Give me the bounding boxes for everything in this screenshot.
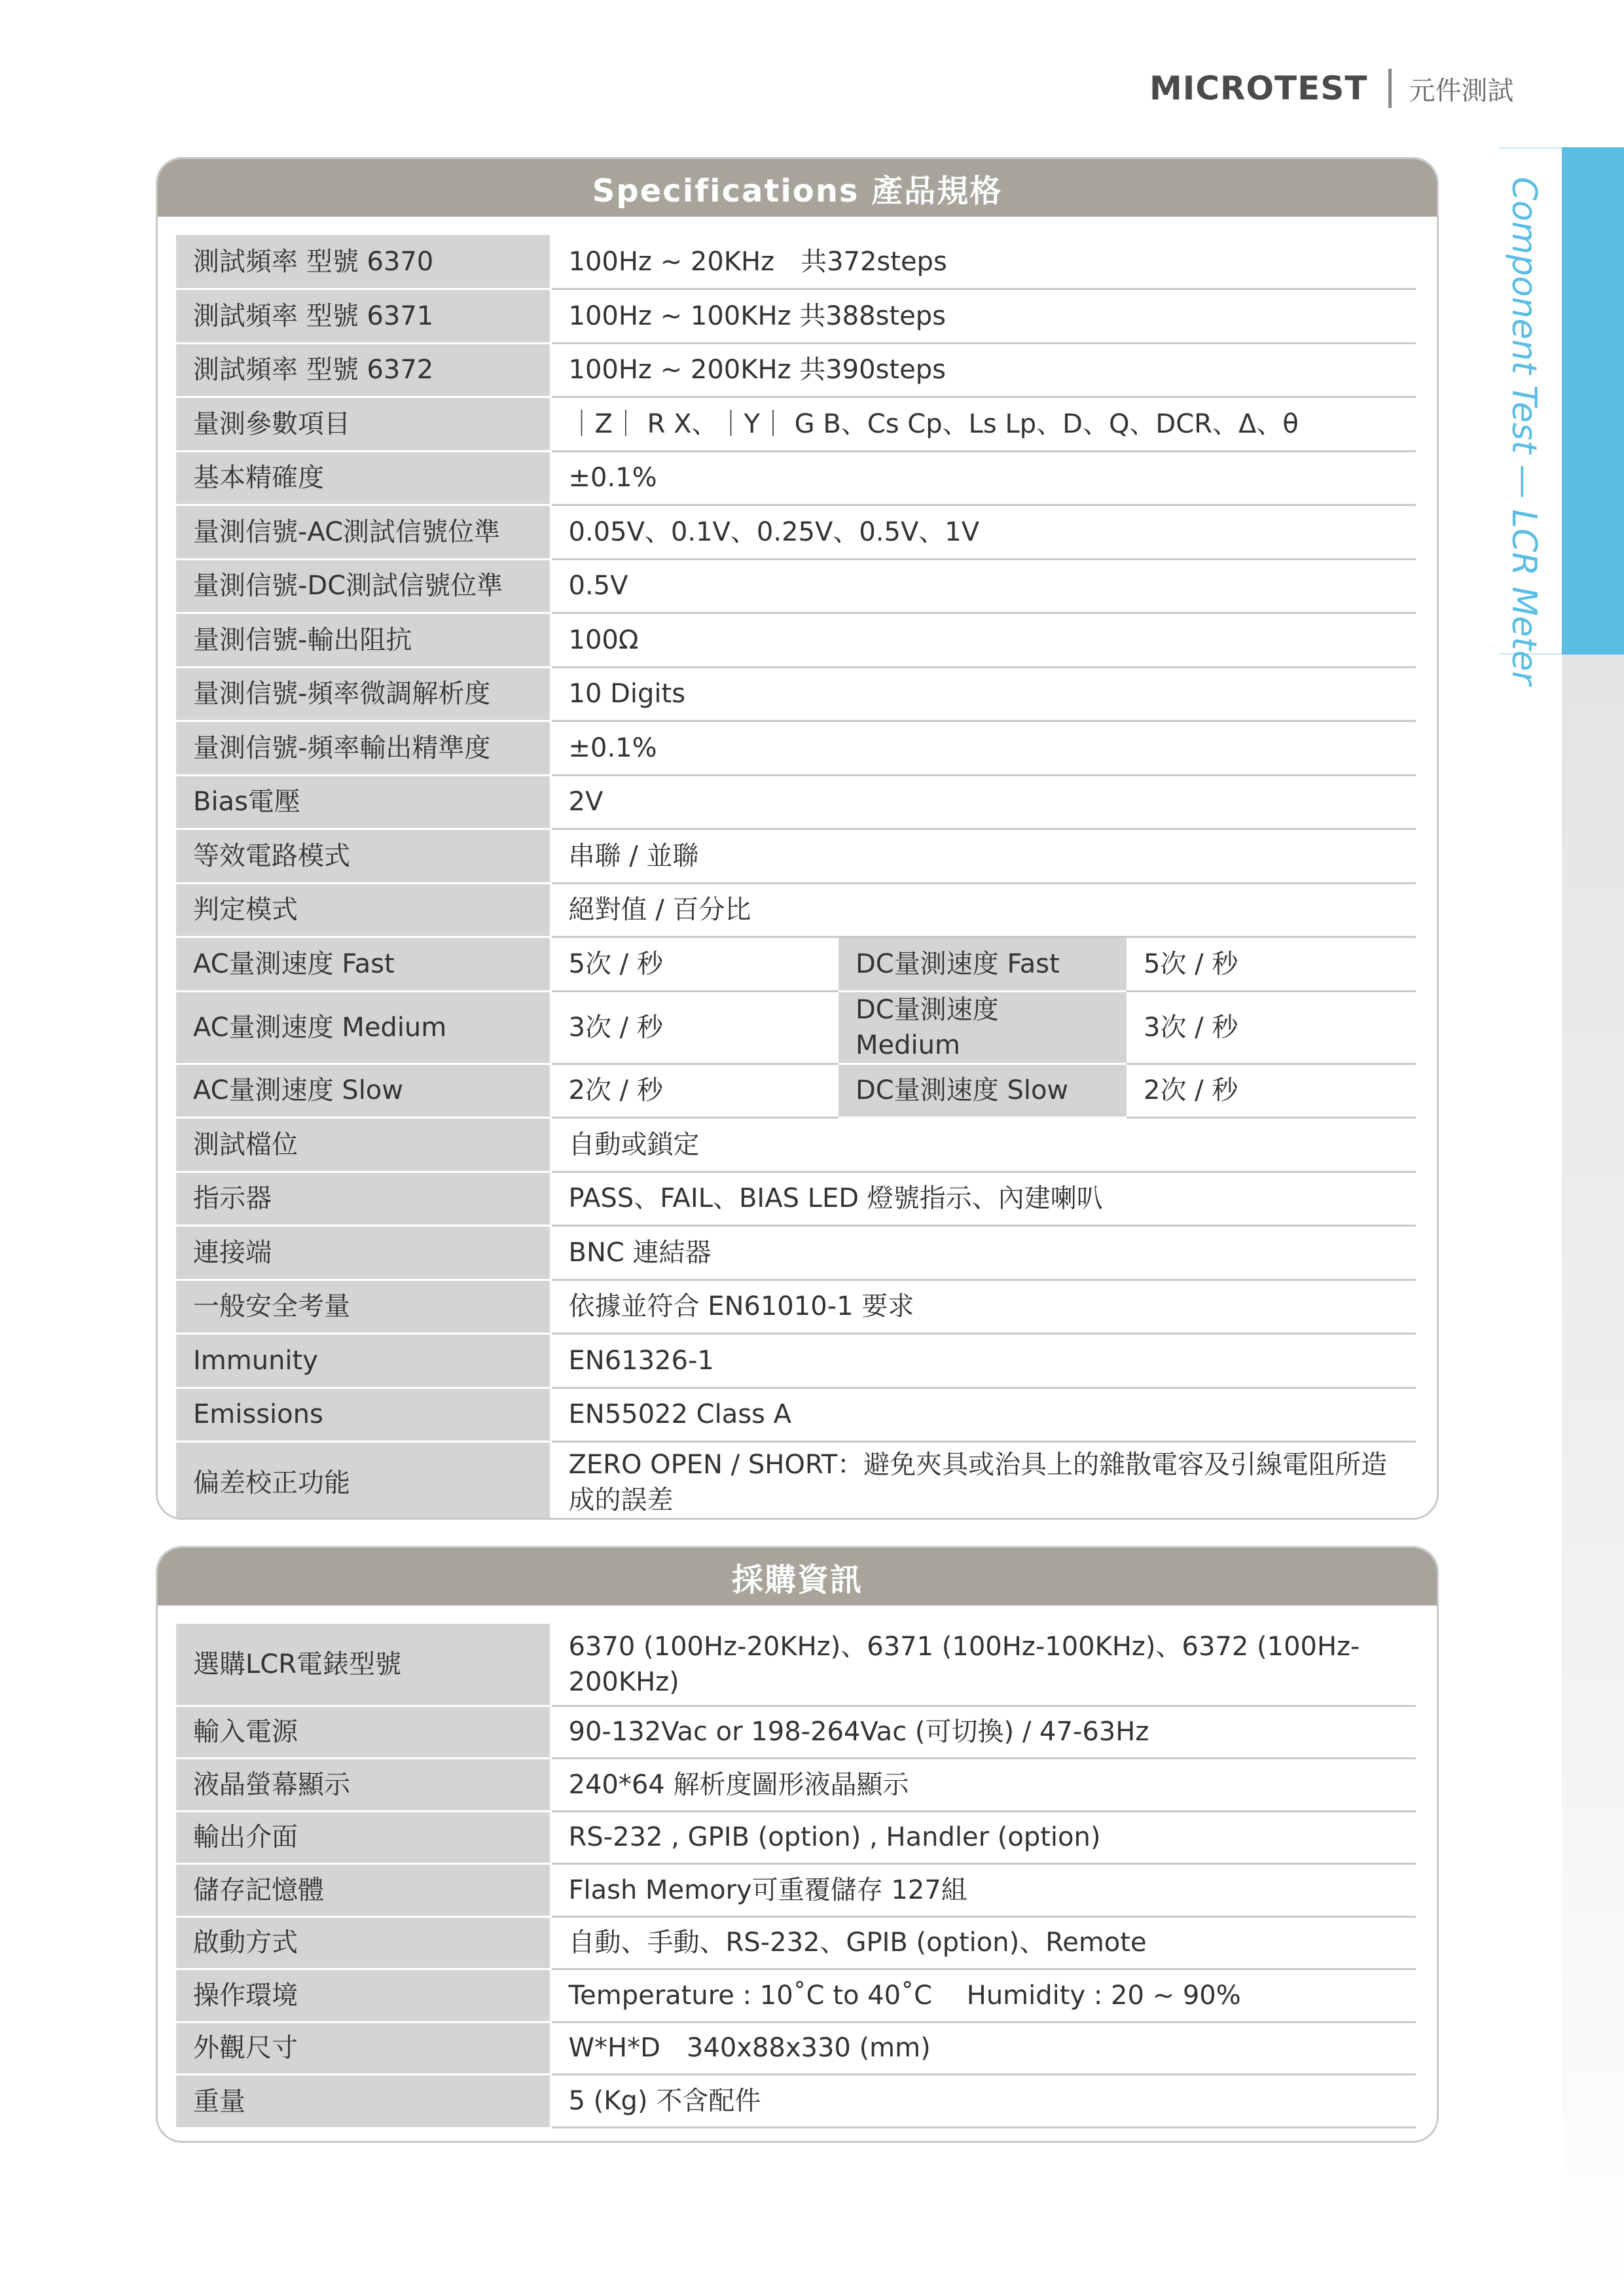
spec-value: ±0.1% xyxy=(550,451,1416,505)
spec-value: 依據並符合 EN61010-1 要求 xyxy=(550,1280,1416,1334)
header-brand xyxy=(1149,65,1513,111)
spec-label: 基本精確度 xyxy=(176,451,550,505)
side-tab-label: Component Test — LCR Meter xyxy=(1504,177,1543,685)
order-value: Flash Memory可重覆儲存 127組 xyxy=(550,1864,1416,1917)
table-row xyxy=(176,343,1416,397)
specifications-table xyxy=(176,235,1416,1520)
table-row xyxy=(176,451,1416,505)
spec-label: 測試頻率 型號 6371 xyxy=(176,289,550,344)
dc-speed-value: 3次 / 秒 xyxy=(1127,991,1416,1064)
order-value: 自動、手動、RS-232、GPIB (option)、Remote xyxy=(550,1916,1416,1969)
side-gradient-bar xyxy=(1562,655,1624,2296)
table-row xyxy=(176,1388,1416,1442)
order-label: 儲存記憶體 xyxy=(176,1864,550,1917)
spec-label: Emissions xyxy=(176,1388,550,1442)
spec-label: 偏差校正功能 xyxy=(176,1442,550,1520)
order-label: 輸入電源 xyxy=(176,1706,550,1759)
order-label: 重量 xyxy=(176,2075,550,2128)
ordering-title: 採購資訊 xyxy=(158,1548,1437,1605)
table-row xyxy=(176,1706,1416,1759)
table-row xyxy=(176,775,1416,829)
dc-speed-value: 2次 / 秒 xyxy=(1127,1064,1416,1118)
order-value: 240*64 解析度圖形液晶顯示 xyxy=(550,1759,1416,1812)
table-row xyxy=(176,883,1416,937)
spec-label: 量測信號-輸出阻抗 xyxy=(176,613,550,668)
specifications-panel xyxy=(156,157,1439,1520)
order-label: 外觀尺寸 xyxy=(176,2022,550,2075)
table-row xyxy=(176,559,1416,613)
ac-speed-label: AC量測速度 Slow xyxy=(176,1064,550,1118)
table-row xyxy=(176,1172,1416,1226)
spec-label: 一般安全考量 xyxy=(176,1280,550,1334)
spec-value: 2V xyxy=(550,775,1416,829)
spec-label: 測試頻率 型號 6372 xyxy=(176,343,550,397)
spec-value: EN55022 Class A xyxy=(550,1388,1416,1442)
table-row xyxy=(176,1864,1416,1917)
table-row xyxy=(176,991,1416,1064)
spec-label: Immunity xyxy=(176,1334,550,1388)
ac-speed-label: AC量測速度 Fast xyxy=(176,937,550,992)
side-tab-accent xyxy=(1562,147,1624,655)
spec-value: BNC 連結器 xyxy=(550,1226,1416,1280)
spec-value: 10 Digits xyxy=(550,667,1416,721)
order-label: 輸出介面 xyxy=(176,1811,550,1864)
spec-value: EN61326-1 xyxy=(550,1334,1416,1388)
spec-label: 量測信號-頻率輸出精準度 xyxy=(176,721,550,776)
order-value: 5 (Kg) 不含配件 xyxy=(550,2075,1416,2128)
spec-value: PASS、FAIL、BIAS LED 燈號指示、內建喇叭 xyxy=(550,1172,1416,1226)
spec-label: 量測信號-頻率微調解析度 xyxy=(176,667,550,721)
spec-value: 自動或鎖定 xyxy=(550,1118,1416,1172)
ordering-panel xyxy=(156,1546,1439,2143)
spec-label: Bias電壓 xyxy=(176,775,550,829)
brand-divider xyxy=(1388,69,1392,108)
spec-label: 連接端 xyxy=(176,1226,550,1280)
spec-value: 100Hz ~ 100KHz 共388steps xyxy=(550,289,1416,344)
specifications-title: Specifications 產品規格 xyxy=(158,159,1437,217)
ac-speed-value: 3次 / 秒 xyxy=(550,991,839,1064)
spec-value: ZERO OPEN / SHORT：避免夾具或治具上的雜散電容及引線電阻所造成的誤差 xyxy=(550,1442,1416,1520)
table-row xyxy=(176,397,1416,452)
ordering-table xyxy=(176,1624,1416,2128)
table-row xyxy=(176,505,1416,560)
table-row xyxy=(176,1118,1416,1172)
order-value: Temperature : 10˚C to 40˚C Humidity : 20 ~ 90% xyxy=(550,1969,1416,2022)
spec-value: 絕對值 / 百分比 xyxy=(550,883,1416,937)
dc-speed-label: DC量測速度 Medium xyxy=(839,991,1127,1064)
table-row xyxy=(176,1969,1416,2022)
table-row xyxy=(176,937,1416,992)
order-value: W*H*D 340x88x330 (mm) xyxy=(550,2022,1416,2075)
ac-speed-label: AC量測速度 Medium xyxy=(176,991,550,1064)
spec-label: 量測參數項目 xyxy=(176,397,550,452)
spec-value: 100Hz ~ 200KHz 共390steps xyxy=(550,343,1416,397)
spec-value: 0.05V、0.1V、0.25V、0.5V、1V xyxy=(550,505,1416,560)
table-row xyxy=(176,1759,1416,1812)
spec-value: 0.5V xyxy=(550,559,1416,613)
dc-speed-value: 5次 / 秒 xyxy=(1127,937,1416,992)
spec-label: 判定模式 xyxy=(176,883,550,937)
table-row xyxy=(176,1064,1416,1118)
table-row xyxy=(176,1280,1416,1334)
table-row xyxy=(176,2022,1416,2075)
table-row xyxy=(176,829,1416,884)
section-title: 元件測試 xyxy=(1409,75,1514,106)
table-row xyxy=(176,1334,1416,1388)
table-row xyxy=(176,2075,1416,2128)
table-row xyxy=(176,289,1416,344)
ac-speed-value: 5次 / 秒 xyxy=(550,937,839,992)
table-row xyxy=(176,1811,1416,1864)
table-row xyxy=(176,1226,1416,1280)
order-label: 操作環境 xyxy=(176,1969,550,2022)
table-row xyxy=(176,613,1416,668)
table-row xyxy=(176,235,1416,289)
spec-value: ｜Z｜ R X、｜Y｜ G B、Cs Cp、Ls Lp、D、Q、DCR、Δ、θ xyxy=(550,397,1416,452)
order-value: 90-132Vac or 198-264Vac (可切換) / 47-63Hz xyxy=(550,1706,1416,1759)
table-row xyxy=(176,1624,1416,1706)
spec-value: 100Ω xyxy=(550,613,1416,668)
spec-label: 等效電路模式 xyxy=(176,829,550,884)
dc-speed-label: DC量測速度 Fast xyxy=(839,937,1127,992)
table-row xyxy=(176,721,1416,776)
dc-speed-label: DC量測速度 Slow xyxy=(839,1064,1127,1118)
spec-label: 測試檔位 xyxy=(176,1118,550,1172)
spec-value: 串聯 / 並聯 xyxy=(550,829,1416,884)
spec-label: 指示器 xyxy=(176,1172,550,1226)
order-label: 液晶螢幕顯示 xyxy=(176,1759,550,1812)
ac-speed-value: 2次 / 秒 xyxy=(550,1064,839,1118)
table-row xyxy=(176,1916,1416,1969)
brand-logo: MICROTEST xyxy=(1149,69,1368,107)
spec-value: ±0.1% xyxy=(550,721,1416,776)
order-label: 選購LCR電錶型號 xyxy=(176,1624,550,1706)
order-label: 啟動方式 xyxy=(176,1916,550,1969)
order-value: 6370 (100Hz-20KHz)、6371 (100Hz-100KHz)、6372 (100Hz-200KHz) xyxy=(550,1624,1416,1706)
spec-label: 測試頻率 型號 6370 xyxy=(176,235,550,289)
spec-label: 量測信號-DC測試信號位準 xyxy=(176,559,550,613)
table-row xyxy=(176,1442,1416,1520)
spec-value: 100Hz ~ 20KHz 共372steps xyxy=(550,235,1416,289)
order-value: RS-232 , GPIB (option) , Handler (option) xyxy=(550,1811,1416,1864)
table-row xyxy=(176,667,1416,721)
spec-label: 量測信號-AC測試信號位準 xyxy=(176,505,550,560)
